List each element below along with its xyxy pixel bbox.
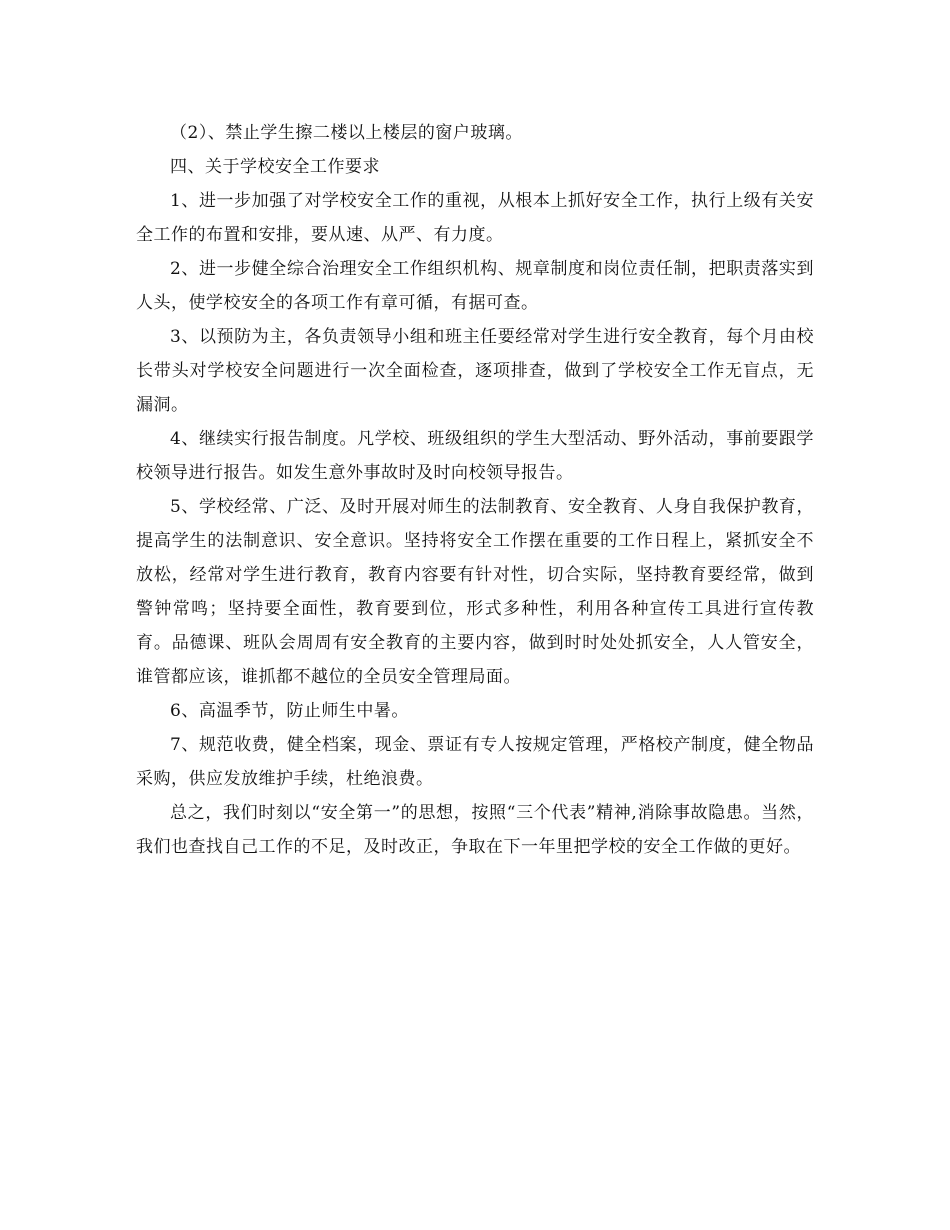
document-page bbox=[136, 116, 814, 864]
section-heading-4: 四、关于学校安全工作要求 bbox=[170, 157, 380, 177]
paragraph-requirement-7: 7、规范收费，健全档案，现金、票证有专人按规定管理，严格校产制度，健全物品采购，供应发放维护手续，杜绝浪费。 bbox=[136, 735, 814, 789]
paragraph-requirement-6: 6、高温季节，防止师生中暑。 bbox=[170, 701, 409, 721]
paragraph-item-2: （2）、禁止学生擦二楼以上楼层的窗户玻璃。 bbox=[170, 123, 523, 143]
paragraph-requirement-4: 4、继续实行报告制度。凡学校、班级组织的学生大型活动、野外活动，事前要跟学校领导进行报告。如发生意外事故时及时向校领导报告。 bbox=[136, 429, 814, 483]
paragraph-conclusion: 总之，我们时刻以“安全第一”的思想，按照“三个代表”精神,消除事故隐患。当然，我们也查找自己工作的不足，及时改正，争取在下一年里把学校的安全工作做的更好。 bbox=[136, 803, 814, 857]
paragraph-requirement-5: 5、学校经常、广泛、及时开展对师生的法制教育、安全教育、人身自我保护教育，提高学生的法制意识、安全意识。坚持将安全工作摆在重要的工作日程上，紧抓安全不放松，经常对学生进行教育，教育内容要有针对性，切合实际，坚持教育要经常，做到警钟常鸣；坚持要全面性，教育要到位，形式多种性，利用各种宣传工具进行宣传教育。品德课、班队会周周有安全教育的主要内容，做到时时处处抓安全，人人管安全，谁管都应该，谁抓都不越位的全员安全管理局面。 bbox=[136, 497, 814, 687]
paragraph-requirement-2: 2、进一步健全综合治理安全工作组织机构、规章制度和岗位责任制，把职责落实到人头，使学校安全的各项工作有章可循，有据可查。 bbox=[136, 259, 814, 313]
paragraph-requirement-1: 1、进一步加强了对学校安全工作的重视，从根本上抓好安全工作，执行上级有关安全工作的布置和安排，要从速、从严、有力度。 bbox=[136, 191, 814, 245]
paragraph-requirement-3: 3、以预防为主，各负责领导小组和班主任要经常对学生进行安全教育，每个月由校长带头对学校安全问题进行一次全面检查，逐项排查，做到了学校安全工作无盲点，无漏洞。 bbox=[136, 327, 814, 415]
